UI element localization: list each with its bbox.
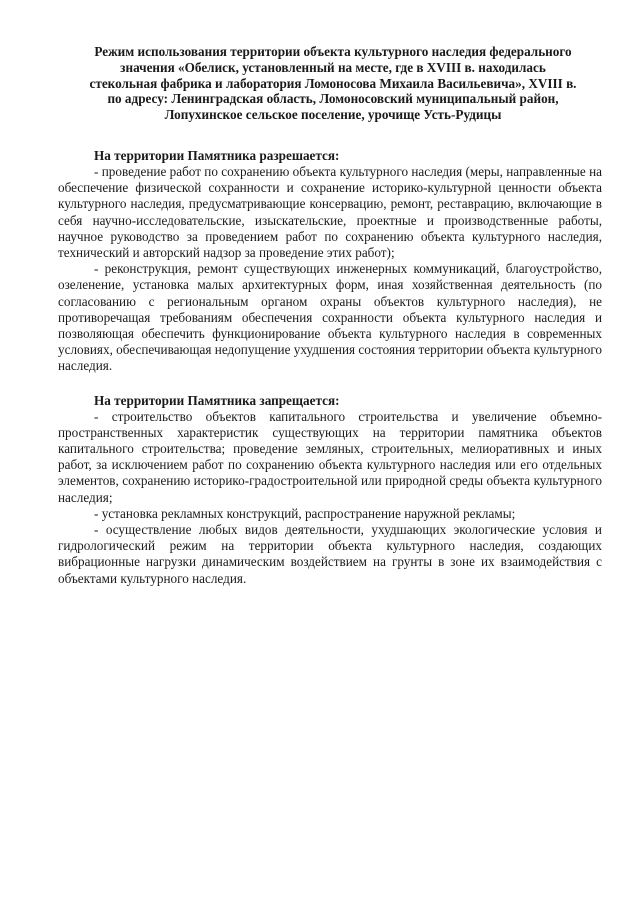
- title-line: значения «Обелиск, установленный на месте, где в XVIII в. находилась: [120, 59, 546, 75]
- prohibited-section: [58, 393, 602, 587]
- permitted-section: [58, 148, 602, 375]
- prohibited-item: - строительство объектов капитального строительства и увеличение объемно-пространственных характеристик существующих на территории памятника объектов капитального строительства; проведение земляных, строительных, мелиоративных и иных работ, за исключением работ по сохранению объекта культурного наследия или его отдельных элементов, сохранению историко-градостроительной или природной среды объекта культурного наследия;: [58, 408, 602, 505]
- title-line: стекольная фабрика и лаборатория Ломоносова Михаила Васильевича», XVIII в.: [89, 75, 577, 91]
- permitted-item: - реконструкция, ремонт существующих инженерных коммуникаций, благоустройство, озеленение, установка малых архитектурных форм, иная хозяйственная деятельность (по согласованию с региональным органом охраны объектов культурного наследия), не противоречащая требованиям обеспечения сохранности объекта культурного наследия и позволяющая обеспечить функционирование объекта культурного наследия в современных условиях, обеспечивающая недопущение ухудшения состояния территории объекта культурного наследия.: [58, 261, 602, 374]
- document-title: [58, 44, 602, 123]
- prohibited-heading: На территории Памятника запрещается:: [94, 392, 340, 408]
- permitted-heading: На территории Памятника разрешается:: [94, 147, 340, 163]
- title-line: Режим использования территории объекта культурного наследия федерального: [94, 44, 572, 59]
- prohibited-item: - осуществление любых видов деятельности, ухудшающих экологические условия и гидрологический режим на территории объекта культурного наследия, создающих вибрационные нагрузки динамическим воздействием на грунты в зоне их взаимодействия с объектами культурного наследия.: [58, 522, 602, 586]
- prohibited-item: - установка рекламных конструкций, распространение наружной рекламы;: [94, 505, 516, 521]
- permitted-item: - проведение работ по сохранению объекта культурного наследия (меры, направленные на обеспечение физической сохранности и сохранение историко-культурной ценности объекта культурного наследия, предусматривающие консервацию, ремонт, реставрацию, включающие в себя научно-исследовательские, изыскательские, проектные и производственные работы, научное руководство за проведением работ по сохранению объекта культурного наследия, технический и авторский надзор за проведение этих работ);: [58, 163, 602, 260]
- title-line: по адресу: Ленинградская область, Ломоносовский муниципальный район,: [107, 91, 559, 107]
- title-line: Лопухинское сельское поселение, урочище Усть-Рудицы: [164, 107, 502, 123]
